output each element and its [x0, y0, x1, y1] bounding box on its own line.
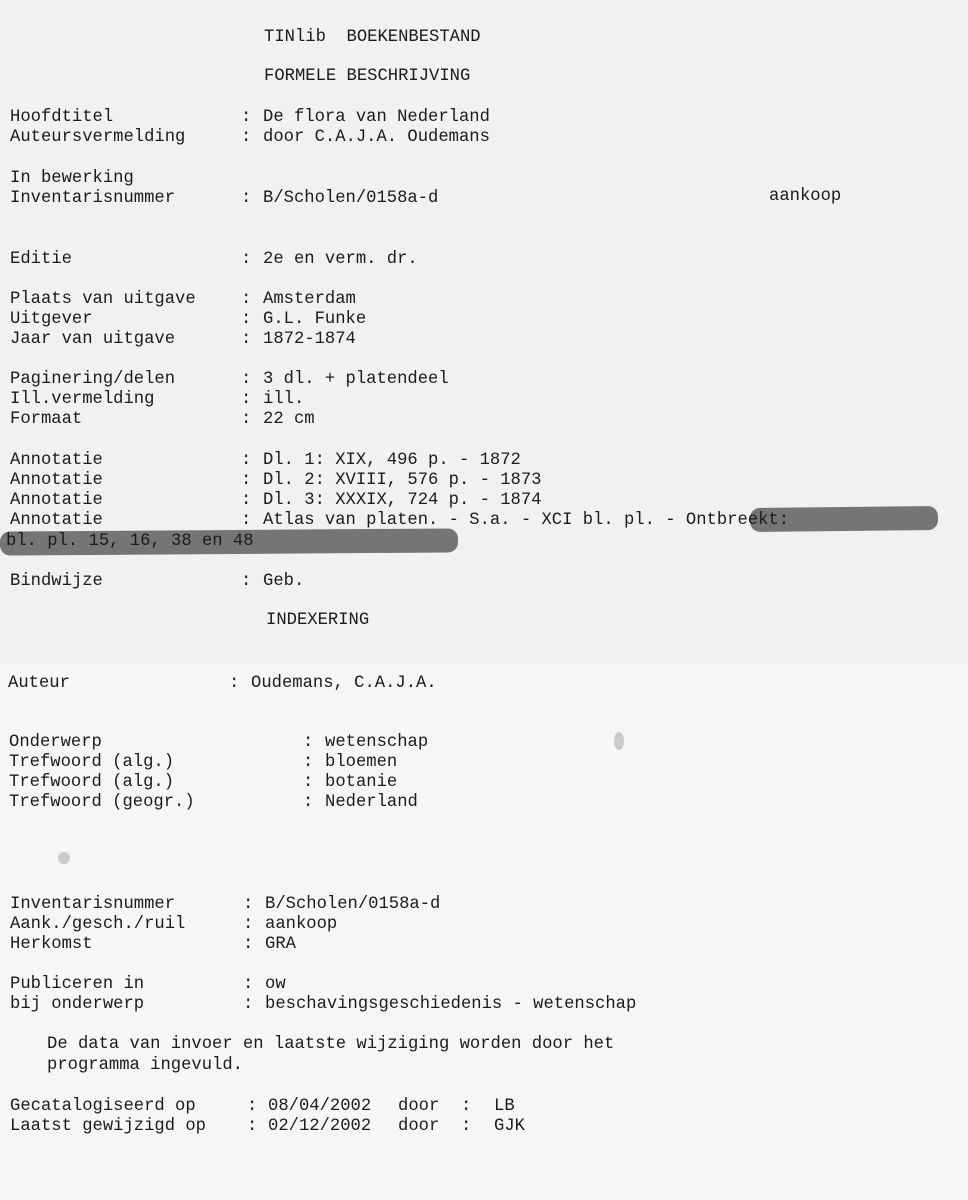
modified-label: Laatst gewijzigd op	[10, 1117, 206, 1136]
modified-by: GJK	[494, 1117, 525, 1136]
catalogued-label: Gecatalogiseerd op	[10, 1097, 196, 1116]
field-value: Atlas van platen. - S.a. - XCI bl. pl. - Ontbreekt:	[263, 511, 790, 530]
field-separator: :	[243, 995, 254, 1014]
field-label: Jaar van uitgave	[10, 330, 176, 349]
field-label: Uitgever	[10, 310, 93, 329]
field-label: Bindwijze	[10, 572, 103, 591]
field-label: Ill.vermelding	[10, 390, 155, 409]
field-label: Publiceren in	[10, 975, 145, 994]
field-label: bij onderwerp	[10, 995, 145, 1014]
field-value: Geb.	[263, 572, 305, 591]
field-value: 2e en verm. dr.	[263, 250, 418, 269]
field-separator: :	[241, 410, 252, 429]
field-value: ow	[265, 975, 286, 994]
field-label: Annotatie	[10, 491, 103, 510]
field-separator: :	[303, 733, 314, 752]
field-value-continuation: bl. pl. 15, 16, 38 en 48	[6, 532, 254, 551]
field-value: B/Scholen/0158a-d	[263, 189, 439, 208]
field-value: G.L. Funke	[263, 310, 367, 329]
field-separator: :	[303, 793, 314, 812]
field-label: Herkomst	[10, 935, 93, 954]
field-value: ill.	[263, 390, 305, 409]
field-label: Paginering/delen	[10, 370, 176, 389]
field-label: Annotatie	[10, 451, 103, 470]
field-label: Aank./gesch./ruil	[10, 915, 186, 934]
section-heading-formeel: FORMELE BESCHRIJVING	[264, 67, 471, 86]
field-value: door C.A.J.A. Oudemans	[263, 128, 490, 147]
field-separator: :	[241, 572, 252, 591]
catalogued-date: 08/04/2002	[268, 1097, 372, 1116]
field-separator: :	[243, 915, 254, 934]
field-label: Annotatie	[10, 471, 103, 490]
field-separator: :	[241, 491, 252, 510]
modified-by-label: door	[398, 1117, 440, 1136]
field-separator: :	[241, 250, 252, 269]
field-separator: :	[243, 935, 254, 954]
field-value: De flora van Nederland	[263, 108, 490, 127]
field-separator: :	[241, 108, 252, 127]
field-value: Dl. 3: XXXIX, 724 p. - 1874	[263, 491, 542, 510]
field-separator: :	[241, 511, 252, 530]
field-value: B/Scholen/0158a-d	[265, 895, 441, 914]
field-separator: :	[303, 753, 314, 772]
field-separator: :	[247, 1097, 258, 1116]
catalogued-by-label: door	[398, 1097, 440, 1116]
field-label: Inventarisnummer	[10, 189, 176, 208]
field-label: Auteur	[8, 674, 70, 693]
field-label: Trefwoord (alg.)	[9, 773, 175, 792]
field-separator: :	[241, 290, 252, 309]
modified-date: 02/12/2002	[268, 1117, 372, 1136]
field-label: Formaat	[10, 410, 83, 429]
field-label: Trefwoord (geogr.)	[9, 793, 195, 812]
field-value: Dl. 2: XVIII, 576 p. - 1873	[263, 471, 542, 490]
field-separator: :	[229, 674, 240, 693]
catalogued-by: LB	[494, 1097, 515, 1116]
field-label: Annotatie	[10, 511, 103, 530]
field-value: Nederland	[325, 793, 418, 812]
field-separator: :	[243, 975, 254, 994]
field-separator: :	[461, 1097, 472, 1116]
field-value: 22 cm	[263, 410, 315, 429]
field-separator: :	[247, 1117, 258, 1136]
acquisition-note: aankoop	[769, 187, 842, 206]
field-label: Plaats van uitgave	[10, 290, 196, 309]
field-label: Hoofdtitel	[10, 108, 114, 127]
field-value: bloemen	[325, 753, 398, 772]
field-label: Inventarisnummer	[10, 895, 176, 914]
field-value: 1872-1874	[263, 330, 356, 349]
paper-speck	[58, 852, 70, 864]
field-value: aankoop	[265, 915, 338, 934]
program-note: programma ingevuld.	[47, 1056, 243, 1075]
field-label: Onderwerp	[9, 733, 102, 752]
field-separator: :	[461, 1117, 472, 1136]
field-separator: :	[241, 370, 252, 389]
field-separator: :	[241, 330, 252, 349]
field-label: Auteursvermelding	[10, 128, 186, 147]
field-separator: :	[241, 451, 252, 470]
field-value: wetenschap	[325, 733, 429, 752]
section-heading-index: INDEXERING	[266, 611, 370, 630]
program-note: De data van invoer en laatste wijziging worden door het	[47, 1035, 615, 1054]
field-separator: :	[241, 128, 252, 147]
field-value: beschavingsgeschiedenis - wetenschap	[265, 995, 637, 1014]
field-separator: :	[243, 895, 254, 914]
field-value: Oudemans, C.A.J.A.	[251, 674, 437, 693]
field-label: Editie	[10, 250, 72, 269]
field-separator: :	[241, 189, 252, 208]
field-separator: :	[241, 390, 252, 409]
field-value: Dl. 1: XIX, 496 p. - 1872	[263, 451, 521, 470]
field-value: GRA	[265, 935, 296, 954]
field-separator: :	[241, 471, 252, 490]
field-value: botanie	[325, 773, 398, 792]
field-value: Amsterdam	[263, 290, 356, 309]
field-separator: :	[303, 773, 314, 792]
field-label: In bewerking	[10, 169, 134, 188]
field-separator: :	[241, 310, 252, 329]
paper-speck	[614, 732, 624, 750]
field-value: 3 dl. + platendeel	[263, 370, 449, 389]
document-title: TINlib BOEKENBESTAND	[264, 28, 481, 47]
field-label: Trefwoord (alg.)	[9, 753, 175, 772]
